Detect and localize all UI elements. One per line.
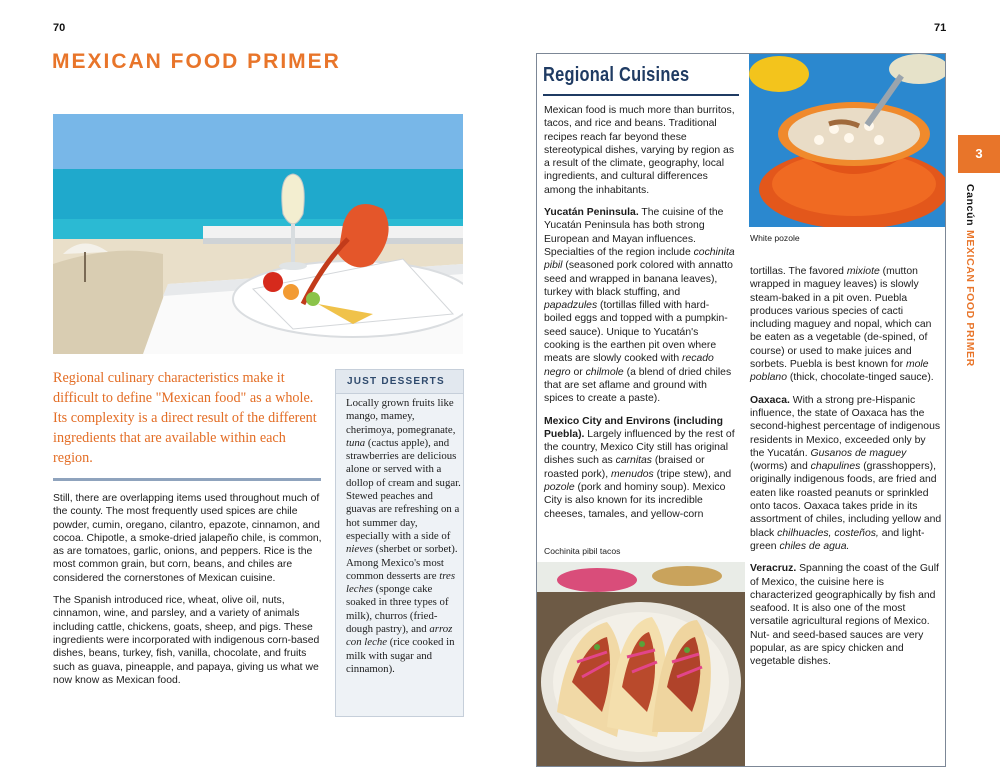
text-segment: tortillas. The favored — [750, 266, 847, 277]
mexico-city-paragraph — [544, 415, 736, 521]
pozole-photo — [749, 54, 945, 227]
chapter-tab: 3 — [958, 135, 1000, 173]
text-segment-italic: chapulines — [810, 461, 861, 473]
pozole-caption: White pozole — [750, 233, 800, 243]
lobster-dinner-photo — [53, 114, 463, 354]
text-segment-italic: mixiote — [846, 266, 880, 277]
veracruz-paragraph — [750, 562, 942, 668]
text-segment: With a strong pre-Hispanic influence, the state of Oaxaca has the second-highest percentage of indigenous residents in Mexico, exceeded only by the Yucatán. — [750, 394, 941, 459]
text-segment-italic: carnitas — [615, 455, 653, 467]
text-segment: (braised or roasted pork), — [544, 455, 705, 480]
text-segment: (mutton wrapped in maguey leaves) is slowly steam-baked in a pit oven. Puebla produces various species of cacti including maguey and nopal, which can be eaten as a vegetable (de-spined, of course) or used to make juices and sorbets. Puebla is best known for — [750, 266, 932, 371]
text-segment: The cuisine of the Yucatán Peninsula has both strong European and Mayan influences. Specialties of the region include — [544, 207, 724, 258]
lobster-dinner-illustration — [53, 114, 463, 354]
sidebar-text — [346, 397, 461, 676]
text-segment: Spanning the coast of the Gulf of Mexico, the cuisine here is characterized geographically by fish and seafood. It is also one of the most versatile agricultural regions of Mexico. Nut- and seed-based sauces are very popular, as are spicy chicken and vegetable dishes. — [750, 563, 939, 668]
right-column-2 — [750, 265, 942, 678]
section-title: Regional Cuisines — [543, 64, 690, 86]
sidebar-segment: Locally grown fruits like mango, mamey, cherimoya, pomegranate, — [346, 397, 456, 436]
text-segment: (tortillas filled with hard-boiled eggs and topped with a pumpkin-seed sauce). Unique to Yucatán's cooking is the earthen pit oven where meats are slowly cooked with — [544, 300, 728, 365]
oaxaca-heading: Oaxaca. — [750, 394, 790, 406]
text-segment-italic: chilhuacles, costeños, — [777, 527, 879, 539]
text-segment: (tripe stew), and — [653, 468, 732, 480]
chapter-section: MEXICAN FOOD PRIMER — [964, 230, 976, 367]
body-paragraph: The Spanish introduced rice, wheat, olive oil, nuts, cinnamon, wine, and parsley, and a variety of animals including cattle, chickens, goats, sheep, and pigs. These ingredients were incorporated with indigenous corn-based dishes, beans, turkey, fish, vanilla, chocolate, and fruits such as guava, pineapple, and papaya, giving us what we now know as Mexican food. — [53, 595, 320, 686]
yucatan-paragraph — [544, 206, 736, 405]
sidebar-title: JUST DESSERTS — [336, 370, 463, 394]
tacos-caption: Cochinita pibil tacos — [544, 546, 621, 556]
text-segment-italic: Gusanos de maguey — [810, 447, 907, 459]
intro-paragraph: Mexican food is much more than burritos, tacos, and rice and beans. Traditional recipes reach far beyond these stereotypical dishes, varying by region as a result of the climate, geography, local ingredients, and cultural differences among the inhabitants. — [544, 105, 735, 196]
sidebar-segment: (cactus apple), and strawberries are delicious alone or served with a dollop of cream and sugar. Stewed peaches and guavas are refreshing on a hot summer day, especially with a side of — [346, 436, 461, 542]
text-segment: (a blend of dried chiles that are set aflame and ground with spices to create a paste). — [544, 366, 732, 405]
sidebar-segment-italic: tres leches — [346, 569, 456, 596]
text-segment: Largely influenced by the rest of the country, Mexico City still has original dishes such as — [544, 428, 735, 467]
page-title: MEXICAN FOOD PRIMER — [52, 50, 341, 73]
continued-paragraph — [750, 265, 942, 385]
text-segment-italic: chilmole — [585, 366, 624, 378]
tacos-photo — [537, 562, 745, 766]
page-number-left: 70 — [53, 22, 66, 34]
text-segment: (worms) and — [750, 461, 811, 473]
yucatan-heading: Yucatán Peninsula. — [544, 207, 639, 219]
text-segment-italic: pozole — [544, 482, 575, 494]
section-title-rule — [543, 94, 739, 96]
sidebar-segment-italic: tuna — [346, 436, 366, 449]
right-column-1 — [544, 104, 736, 530]
sidebar-segment: (sponge cake soaked in three types of milk), churros (fried-dough pastry), and — [346, 583, 449, 636]
text-segment-italic: chiles de agua. — [779, 540, 850, 552]
lede-divider — [53, 478, 321, 481]
oaxaca-paragraph — [750, 394, 942, 554]
text-segment-italic: cochinita pibil — [544, 246, 735, 272]
sidebar-segment: (rice cooked in milk with sugar and cinnamon). — [346, 636, 455, 675]
chapter-location: Cancún — [964, 184, 976, 227]
sidebar-just-desserts — [335, 369, 464, 717]
text-segment-italic: mole poblano — [750, 359, 929, 384]
sidebar-segment-italic: arroz con leche — [346, 623, 453, 649]
text-segment-italic: menudos — [611, 468, 654, 480]
sidebar-segment-italic: nieves — [346, 543, 373, 556]
left-body-text — [53, 492, 323, 696]
text-segment-italic: papadzules — [544, 300, 598, 312]
mexico-city-heading: Mexico City and Environs (including Puebla). — [544, 415, 723, 440]
tacos-illustration — [537, 562, 745, 766]
lede-paragraph: Regional culinary characteristics make it difficult to define "Mexican food" as a whole. Its complexity is a direct result of the different ingredients that are available within each region. — [53, 370, 317, 466]
text-segment: (grasshoppers), originally indigenous foods, are fried and eaten like roasted peanuts or sprinkled onto tacos. Oaxaca takes pride in its assortment of chiles, including yellow and black — [750, 461, 942, 539]
text-segment-italic: recado negro — [544, 353, 714, 378]
text-segment: (thick, chocolate-tinged sauce). — [786, 372, 934, 384]
body-paragraph: Still, there are overlapping items used throughout much of the county. The most frequently used spices are chile powder, cumin, oregano, cilantro, epazote, cinnamon, and cocoa. Chipotle, a smoke-dried jalapeño chile, is common, as are tomatoes, garlic, onions, and peppers. Rice is the most common grain, but corn, beans, and chiles are considered the cornerstones of Mexican cuisine. — [53, 493, 322, 584]
sidebar-segment: (sherbet or sorbet). Among Mexico's most common desserts are — [346, 543, 458, 582]
veracruz-heading: Veracruz. — [750, 563, 797, 575]
page-number-right: 71 — [934, 22, 947, 34]
text-segment: (seasoned pork colored with annatto seed and wrapped in banana leaves), turkey with black stuffing, and — [544, 260, 733, 298]
text-segment: (pork and hominy soup). Mexico City is also known for its incredible cheeses, tamales, and yellow-corn — [544, 482, 726, 520]
text-segment: and light-green — [750, 527, 925, 552]
pozole-illustration — [749, 54, 945, 227]
text-segment: or — [570, 366, 586, 378]
